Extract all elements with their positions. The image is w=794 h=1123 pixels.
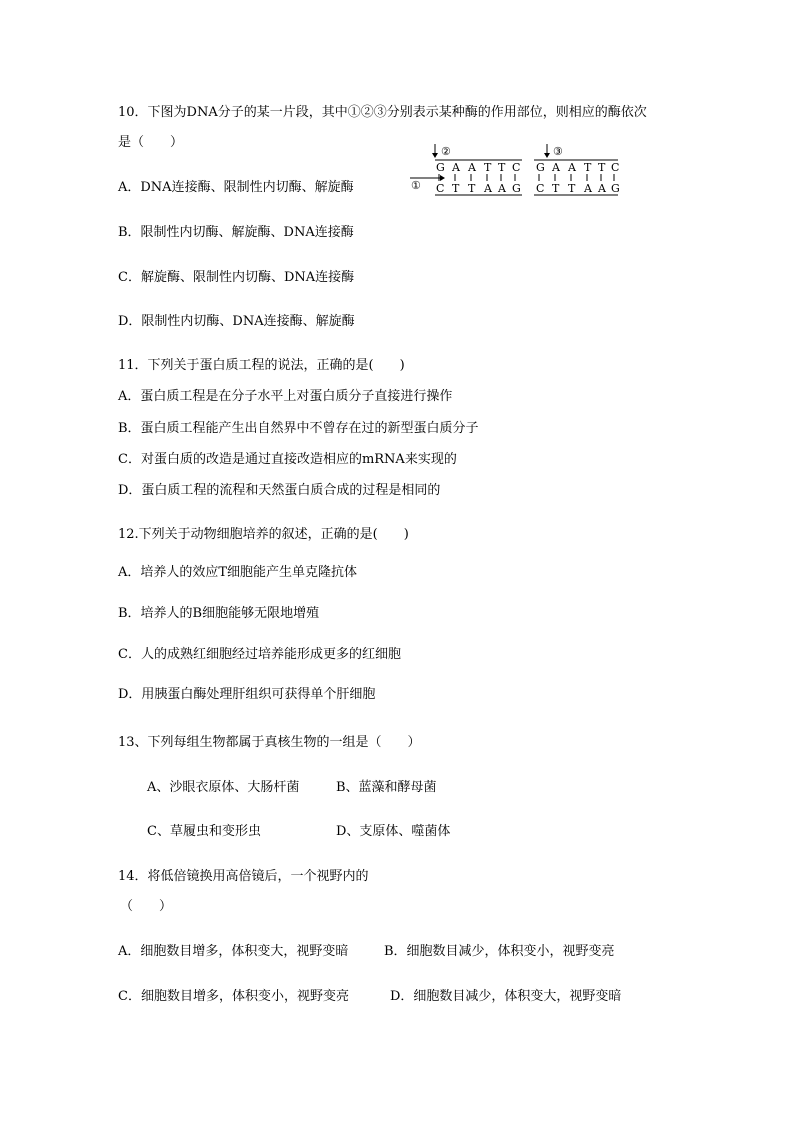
top-base-6b: C — [611, 161, 620, 174]
q11-option-b: B．蛋白质工程能产生出自然界中不曾存在过的新型蛋白质分子 — [118, 421, 479, 436]
q13-option-c: C、草履虫和变形虫 — [147, 824, 261, 839]
q12-option-d: D．用胰蛋白酶处理肝组织可获得单个肝细胞 — [118, 687, 376, 702]
top-base-1b: G — [536, 161, 545, 174]
q11-stem: 11．下列关于蛋白质工程的说法，正确的是( ) — [118, 358, 405, 373]
top-base-4b: T — [584, 161, 592, 174]
q12-stem: 12.下列关于动物细胞培养的叙述，正确的是( ) — [118, 527, 409, 542]
q14-option-d: D．细胞数目减少，体积变大，视野变暗 — [390, 989, 622, 1004]
top-base-3: A — [468, 161, 476, 174]
q11-option-d: D．蛋白质工程的流程和天然蛋白质合成的过程是相同的 — [118, 483, 441, 498]
q13-stem: 13、下列每组生物都属于真核生物的一组是（ ） — [118, 735, 421, 750]
marker-2: ② — [441, 145, 451, 158]
arrow-1-head — [440, 175, 445, 181]
bottom-base-3b: T — [568, 182, 576, 195]
bottom-base-1b: C — [536, 182, 545, 195]
q10-stem-line2: 是（ ） — [118, 135, 184, 150]
top-base-2b: A — [552, 161, 560, 174]
bottom-base-2b: T — [552, 182, 560, 195]
marker-1: ① — [411, 179, 421, 192]
q10-option-c: C．解旋酶、限制性内切酶、DNA连接酶 — [118, 270, 355, 285]
top-base-2: A — [452, 161, 460, 174]
q12-option-b: B．培养人的B细胞能够无限地增殖 — [118, 606, 320, 621]
q13-option-b: B、蓝藻和酵母菌 — [336, 780, 437, 795]
bottom-base-4: A — [484, 182, 492, 195]
q12-option-c: C．人的成熟红细胞经过培养能形成更多的红细胞 — [118, 647, 401, 662]
q13-option-a: A、沙眼衣原体、大肠杆菌 — [147, 780, 300, 795]
q10-stem-line1: 10．下图为DNA分子的某一片段，其中①②③分别表示某种酶的作用部位，则相应的酶依次 — [118, 105, 647, 120]
arrow-2-head — [432, 153, 438, 158]
q14-stem: 14．将低倍镜换用高倍镜后，一个视野内的 — [118, 869, 369, 884]
bottom-base-6b: G — [611, 182, 620, 195]
arrow-3-head — [544, 153, 550, 158]
q10-option-a: A．DNA连接酶、限制性内切酶、解旋酶 — [118, 180, 354, 195]
q14-paren: （ ） — [120, 899, 173, 914]
top-base-5: T — [498, 161, 506, 174]
q12-option-a: A．培养人的效应T细胞能产生单克隆抗体 — [118, 565, 358, 580]
bottom-base-2: T — [452, 182, 460, 195]
marker-3: ③ — [553, 145, 563, 158]
bottom-base-6: G — [512, 182, 521, 195]
q14-option-c: C．细胞数目增多，体积变小，视野变亮 — [118, 989, 349, 1004]
q10-option-d: D．限制性内切酶、DNA连接酶、解旋酶 — [118, 314, 355, 329]
bottom-base-3: T — [468, 182, 476, 195]
top-base-3b: A — [568, 161, 576, 174]
top-base-4: T — [484, 161, 492, 174]
q14-option-b: B．细胞数目减少，体积变小，视野变亮 — [384, 944, 615, 959]
q14-option-a: A．细胞数目增多，体积变大，视野变暗 — [118, 944, 349, 959]
bottom-base-1: C — [436, 182, 445, 195]
q10-option-b: B．限制性内切酶、解旋酶、DNA连接酶 — [118, 225, 354, 240]
top-base-1: G — [436, 161, 445, 174]
q11-option-a: A．蛋白质工程是在分子水平上对蛋白质分子直接进行操作 — [118, 389, 453, 404]
dna-fragment-diagram — [408, 140, 628, 202]
bottom-base-4b: A — [584, 182, 592, 195]
q11-option-c: C．对蛋白质的改造是通过直接改造相应的mRNA来实现的 — [118, 452, 457, 467]
top-base-5b: T — [598, 161, 606, 174]
q13-option-d: D、支原体、噬菌体 — [336, 824, 451, 839]
base-pair-ticks-left — [439, 174, 515, 181]
base-pair-ticks-right — [539, 174, 614, 181]
bottom-base-5b: A — [598, 182, 606, 195]
top-base-6: C — [512, 161, 521, 174]
bottom-base-5: A — [498, 182, 506, 195]
